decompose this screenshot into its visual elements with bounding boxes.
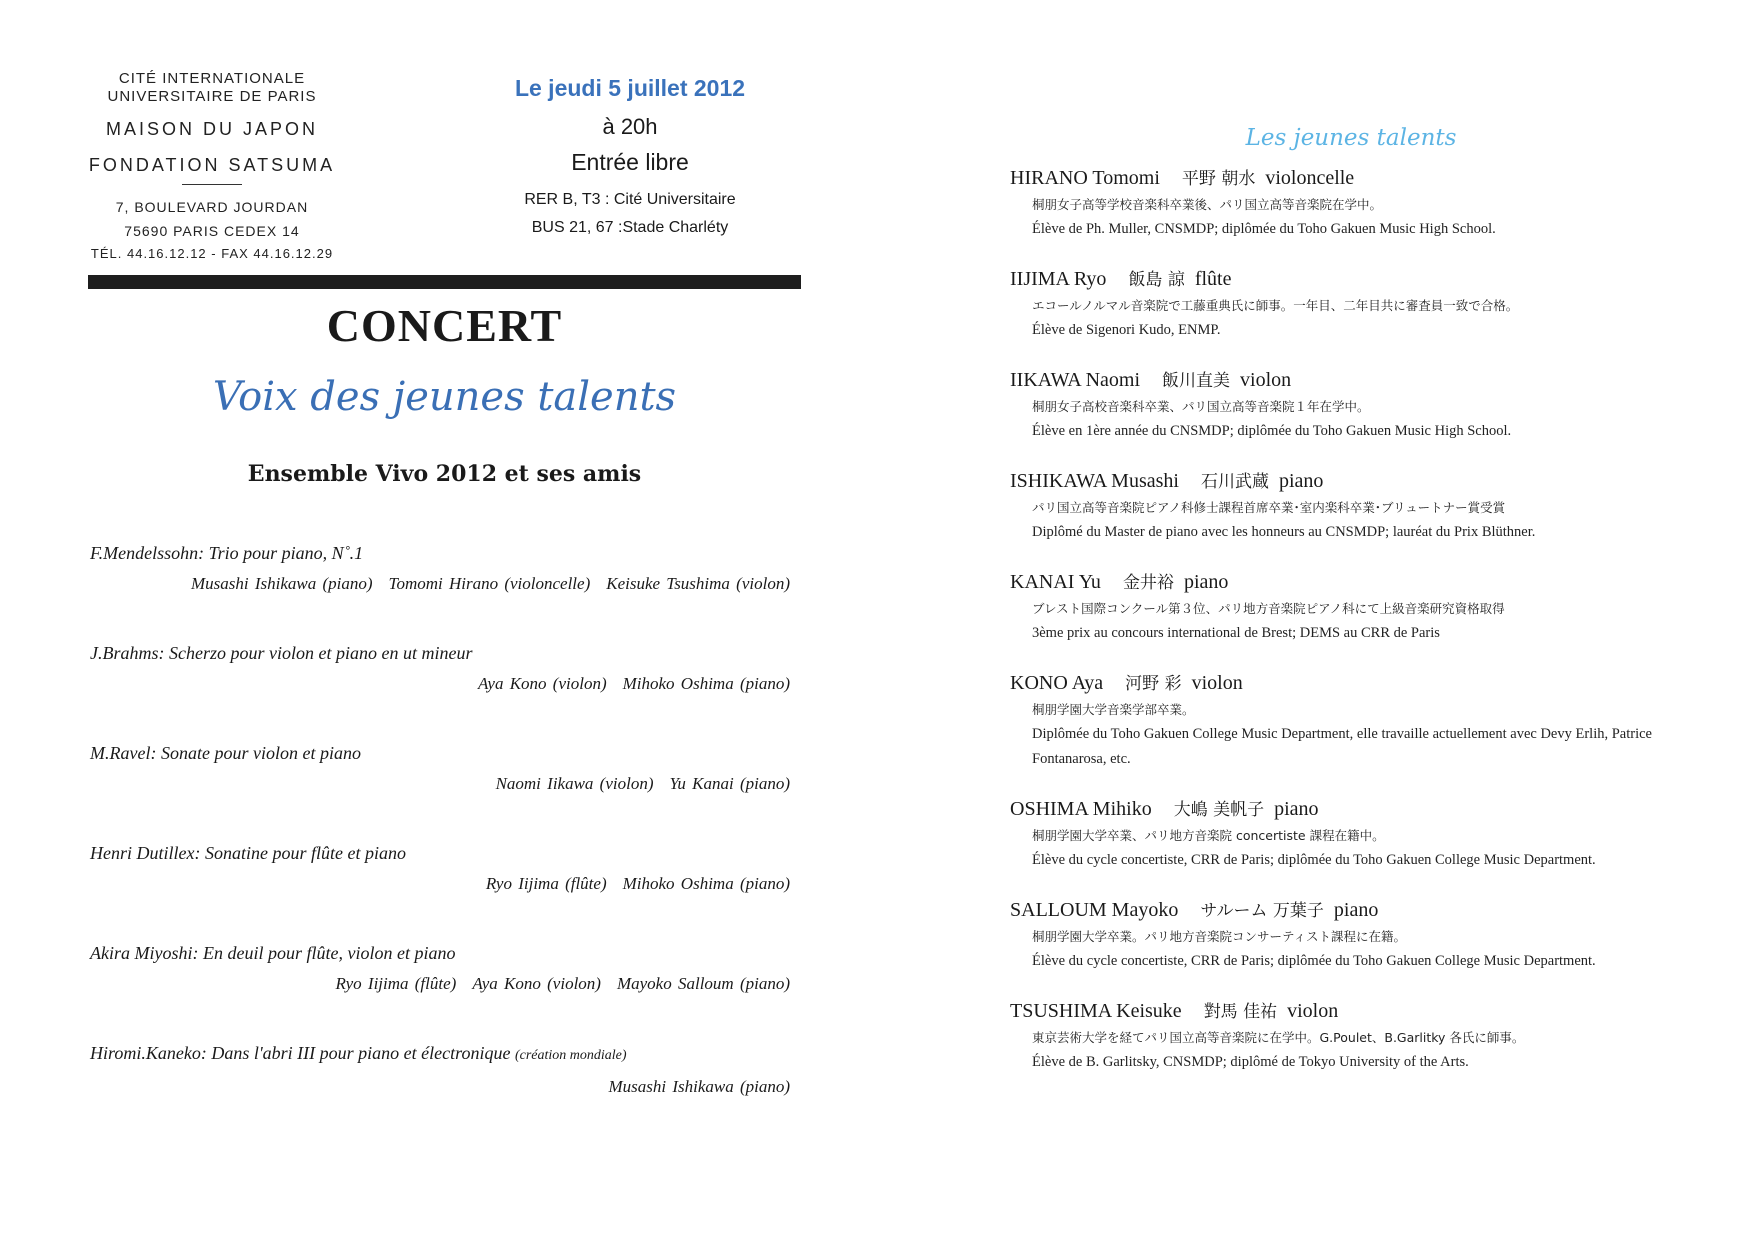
musician-jp-name: 飯島 諒 [1128,270,1185,290]
program-item [90,738,790,838]
program-performers [90,768,790,800]
musician-fr-desc: Élève du cycle concertiste, CRR de Paris; diplômée du Toho Gakuen College Music Department. [1032,953,1596,969]
event-transport: BUS 21, 67 :Stade Charléty [531,219,729,236]
performer: Musashi Ishikawa (piano) [191,574,373,593]
musician-jp-desc: 桐朋女子高校音楽科卒業、パリ国立高等音楽院１年在学中。 [1032,399,1370,414]
musician-jp-desc: 桐朋学園大学音楽学部卒業。 [1032,702,1195,717]
musician-entry [1010,669,1652,772]
musician-surname: KONO [1010,672,1068,694]
musician-surname: HIRANO [1010,167,1088,189]
musician-jp-name: サルーム 万葉子 [1200,901,1324,921]
event-transport: RER B, T3 : Cité Universitaire [524,191,736,208]
musician-entry [1010,795,1652,873]
program-note: (création mondiale) [514,1048,627,1063]
musician-surname: SALLOUM [1010,899,1107,921]
letterhead-line: TÉL. 44.16.12.12 - FAX 44.16.12.29 [90,246,334,261]
musician-fr-desc: Élève de Ph. Muller, CNSMDP; diplômée du Toho Gakuen Music High School. [1032,221,1496,237]
program-work: F.Mendelssohn: Trio pour piano, N˚.1 [90,543,364,563]
musician-fr-desc: Élève en 1ère année du CNSMDP; diplômée du Toho Gakuen Music High School. [1032,423,1512,439]
musician-instrument: piano [1333,899,1379,921]
musician-fr-desc: Élève de B. Garlitsky, CNSMDP; diplômé de Tokyo University of the Arts. [1032,1054,1469,1070]
musician-jp-name: 石川武蔵 [1200,472,1269,492]
musician-jp-desc: 桐朋学園大学卒業、パリ地方音楽院 concertiste 課程在籍中。 [1032,828,1385,843]
musician-jp-name: 平野 朝水 [1181,169,1256,189]
musician-fr-desc: Élève de Sigenori Kudo, ENMP. [1032,322,1221,338]
ensemble-name: Ensemble Vivo 2012 et ses amis [247,461,642,487]
musician-given-name: Ryo [1073,268,1107,290]
letterhead-divider [182,184,242,185]
musician-jp-name: 對馬 佳祐 [1203,1002,1278,1022]
performer: Aya Kono (violon) [472,974,601,993]
program-item [90,838,790,938]
musician-instrument: violon [1287,1000,1339,1022]
talents-heading: Les jeunes talents [1245,125,1457,151]
header-divider [88,275,801,289]
musician-given-name: Aya [1071,672,1104,694]
musician-jp-desc: パリ国立高等音楽院ピアノ科修士課程首席卒業･室内楽科卒業･ブリュートナー賞受賞 [1032,500,1506,515]
musician-instrument: violon [1240,369,1292,391]
musician-jp-desc: ブレスト国際コンクール第３位、パリ地方音楽院ピアノ科にて上級音楽研究資格取得 [1032,601,1505,616]
performer: Ryo Iijima (flûte) [485,874,607,893]
program-item [90,638,790,738]
program-work: J.Brahms: Scherzo pour violon et piano en ut mineur [90,643,473,663]
page-title: CONCERT [326,300,563,351]
musician-fr-desc: Diplômée du Toho Gakuen College Music Department, elle travaille actuellement avec Devy Erlih, Patrice Fontanarosa, etc. [1032,726,1652,767]
musician-jp-name: 大嶋 美帆子 [1173,800,1265,820]
performer: Tomomi Hirano (violoncelle) [388,574,591,593]
letterhead-line: FONDATION SATSUMA [88,155,336,175]
program-performers [90,668,790,700]
musician-surname: OSHIMA [1010,798,1088,820]
musician-jp-name: 河野 彩 [1125,674,1182,694]
performer: Mayoko Salloum (piano) [616,974,790,993]
program-performers [90,968,790,1000]
musician-instrument: violoncelle [1265,167,1355,189]
musician-surname: ISHIKAWA [1010,470,1107,492]
performer: Naomi Iikawa (violon) [495,774,654,793]
musician-fr-desc: 3ème prix au concours international de Brest; DEMS au CRR de Paris [1032,625,1440,641]
musician-given-name: Naomi [1085,369,1141,391]
musician-instrument: piano [1183,571,1229,593]
musician-given-name: Keisuke [1116,1000,1182,1022]
performer: Keisuke Tsushima (violon) [606,574,790,593]
musician-instrument: flûte [1194,268,1232,290]
program-item [90,938,790,1038]
program-item [90,1038,790,1138]
program-work: M.Ravel: Sonate pour violon et piano [90,743,361,763]
event-info [470,72,790,242]
program-work: Akira Miyoshi: En deuil pour flûte, violon et piano [90,943,456,963]
letterhead-line: UNIVERSITAIRE DE PARIS [107,88,317,105]
performer: Mihoko Oshima (piano) [622,874,790,893]
musician-surname: TSUSHIMA [1010,1000,1112,1022]
musician-entry [1010,164,1652,242]
musician-surname: KANAI [1010,571,1075,593]
event-date: Le jeudi 5 juillet 2012 [514,75,746,101]
musician-entry [1010,366,1652,444]
musician-entry [1010,997,1652,1075]
performer: Ryo Iijima (flûte) [335,974,457,993]
program-performers [90,568,790,600]
musician-jp-name: 飯川直美 [1162,371,1231,391]
musician-given-name: Tomomi [1092,167,1160,189]
event-entry: Entrée libre [571,149,689,175]
letterhead-line: CITÉ INTERNATIONALE [118,70,306,87]
performer: Mihoko Oshima (piano) [622,674,790,693]
musician-given-name: Yu [1078,571,1101,593]
letterhead-line: MAISON DU JAPON [105,119,319,139]
musician-given-name: Musashi [1111,470,1179,492]
musician-given-name: Mayoko [1111,899,1179,921]
concert-subtitle: Voix des jeunes talents [212,374,677,420]
program-list [90,538,790,1138]
musician-entry [1010,896,1652,974]
program-work: Henri Dutillex: Sonatine pour flûte et piano [90,843,406,863]
program-work: Hiromi.Kaneko: Dans l'abri III pour piano et électronique [90,1043,511,1063]
musician-given-name: Mihiko [1092,798,1152,820]
program-performers [90,868,790,900]
musician-jp-desc: 東京芸術大学を経てパリ国立高等音楽院に在学中。G.Poulet、B.Garlitky 各氏に師事。 [1032,1030,1525,1045]
event-time: à 20h [602,114,658,139]
musician-surname: IIKAWA [1010,369,1081,391]
musician-surname: IIJIMA [1010,268,1069,290]
musician-instrument: piano [1278,470,1324,492]
program-item [90,538,790,638]
program-performers [90,1071,790,1103]
musician-entry [1010,265,1652,343]
musician-jp-desc: エコールノルマル音楽院で工藤重典氏に師事。一年目、二年目共に審査員一致で合格。 [1032,298,1519,313]
musician-entry [1010,568,1652,646]
musician-jp-name: 金井裕 [1122,573,1174,593]
musician-instrument: violon [1191,672,1243,694]
musician-instrument: piano [1274,798,1319,820]
performer: Yu Kanai (piano) [669,774,790,793]
letterhead-line: 75690 PARIS CEDEX 14 [124,223,300,239]
letterhead [82,70,342,265]
performer: Aya Kono (violon) [477,674,607,693]
musician-fr-desc: Diplômé du Master de piano avec les honneurs au CNSMDP; lauréat du Prix Blüthner. [1032,524,1536,540]
talents-section [1010,118,1652,1075]
musician-jp-desc: 桐朋学園大学卒業。パリ地方音楽院コンサーティスト課程に在籍。 [1032,929,1407,944]
musician-jp-desc: 桐朋女子高等学校音楽科卒業後、パリ国立高等音楽院在学中。 [1032,197,1383,212]
performer: Musashi Ishikawa (piano) [608,1077,790,1096]
letterhead-line: 7, BOULEVARD JOURDAN [115,199,309,215]
musician-fr-desc: Élève du cycle concertiste, CRR de Paris; diplômée du Toho Gakuen College Music Department. [1032,852,1596,868]
musician-entry [1010,467,1652,545]
